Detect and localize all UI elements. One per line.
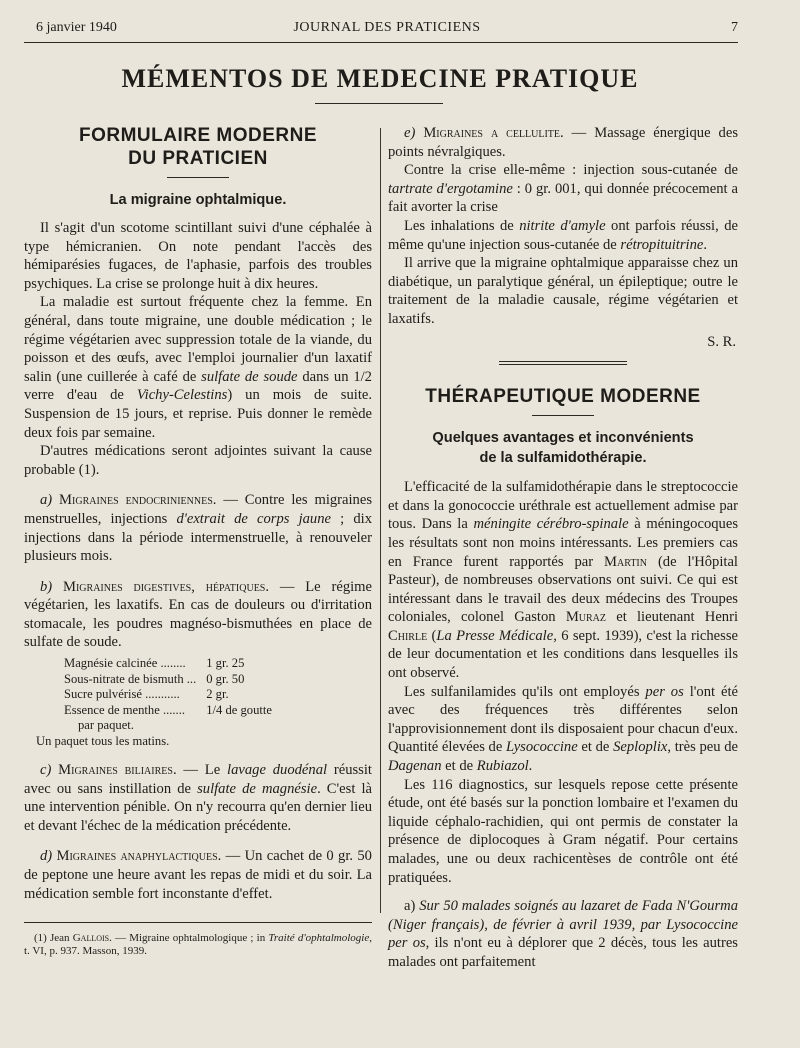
running-header	[36, 20, 738, 42]
section-rule	[532, 415, 594, 416]
recipe-usage: Un paquet tous les matins.	[36, 733, 170, 748]
paragraph: a) Sur 50 malades soignés au lazaret de Fada N'Gourma (Niger français), de février à avril 1939, par Lysococcine per os, ils n'ont eu à déplorer que 2 décès, tous les autres malades ont parfaitement	[388, 898, 738, 970]
footnote: (1) Jean Gallois. — Migraine ophtalmologique ; in Traité d'ophtalmologie, t. VI, p. 937. Masson, 1939.	[24, 932, 372, 957]
paragraph: Contre la crise elle-même : injection sous-cutanée de tartrate d'ergotamine : 0 gr. 001, qui donnée précocement a fait avorter la crise	[388, 162, 739, 216]
recipe-ingredient: Sous-nitrate de bismuth ...	[64, 671, 197, 686]
recipe-row	[64, 656, 272, 672]
page-title: MÉMENTOS DE MEDECINE PRATIQUE	[121, 64, 639, 93]
right-column	[388, 124, 738, 972]
header-rule	[24, 42, 738, 43]
left-column	[24, 124, 372, 903]
recipe-row	[64, 672, 272, 688]
paragraph: La maladie est surtout fréquente chez la femme. En général, dans toute migraine, une double médication ; le régime végétarien avec suppression totale de la viande, du poisson et des œufs, avec l'emploi journalier d'un laxatif salin (une cuillerée à café de sulfate de soude dans un 1/2 verre d'eau de Vichy-Celestins) un mois de suite. Suspension de 15 jours, et reprise. Puis donner le remède deux fois par semaine.	[24, 294, 372, 441]
recipe-ingredient: Magnésie calcinée ........	[64, 656, 186, 671]
paragraph: D'autres médications seront adjointes suivant la cause probable (1).	[24, 443, 372, 478]
section-rule	[167, 177, 229, 178]
item-c: c) Migraines biliaires. — Le lavage duodénal réussit avec ou sans instillation de sulfate de magnésie. C'est là une intervention pénible. On n'y recourra qu'en dernier lieu et devant l'échec de la médication précédente.	[24, 762, 373, 834]
section-double-rule	[499, 361, 627, 365]
recipe-table	[64, 656, 272, 718]
paragraph: Les sulfanilamides qu'ils ont employés per os l'ont été avec des fréquences très différentes selon l'approvisionnement dont ils disposaient pour chacun d'eux. Quantité élevées de Lysococcine et de Seploplix, très peu de Dagenan et de Rubiazol.	[388, 683, 738, 775]
section-title-line-1: FORMULAIRE MODERNE	[78, 125, 318, 146]
item-d: d) Migraines anaphylactiques. — Un cachet de 0 gr. 50 de peptone une heure avant les repas de midi et du soir. La médication semble fort inconstante d'effet.	[24, 848, 372, 902]
paragraph: Les inhalations de nitrite d'amyle ont parfois réussi, de même qu'une injection sous-cutanée de rétropituitrine.	[388, 217, 738, 253]
recipe-quantity: 2 gr.	[206, 687, 229, 702]
article-subtitle	[388, 428, 738, 468]
recipe-quantity: 1 gr. 25	[206, 656, 245, 671]
paragraph: Il s'agit d'un scotome scintillant suivi d'une céphalée à type hémicranien. On note pendant l'accès des hémiparésies fugaces, de l'aphasie, parfois des troubles psychiques. La crise se prolonge huit à dix heures.	[24, 220, 372, 292]
title-rule	[315, 103, 443, 104]
section-title-line-2: DU PRATICIEN	[128, 148, 268, 169]
header-date: 6 janvier 1940	[36, 20, 117, 35]
paragraph: Les 116 diagnostics, sur lesquels repose cette présente étude, ont été basés sur la ponction lombaire et l'examen du liquide céphalo-rachidien, qui ont permis de constater la présence de diplocoques à Gram négatif. Pour certains malades, une ou deux rachicentèses de contrôle ont été pratiquées.	[388, 776, 738, 886]
recipe-row	[64, 687, 272, 703]
section-title-therapeutique: THÉRAPEUTIQUE MODERNE	[425, 386, 701, 408]
item-b: b) Migraines digestives, hépatiques. — Le régime végétarien, les laxatifs. En cas de douleurs ou d'irritation stomacale, les poudres magnéso-bismuthées en place de sulfate de soude.	[24, 578, 373, 651]
recipe-quantity: 0 gr. 50	[206, 671, 245, 686]
paragraph: L'efficacité de la sulfamidothérapie dans le streptococcie et dans la gonococcie uréthrale est actuellement admise par tous. Dans la méningite cérébro-spinale à méningocoques les résultats sont non moins intéressants. Les premiers cas en France furent rapportés par Martin (de l'Hôpital Pasteur), de nombreuses observations ont suivi. Ce qui est intéressant dans le travail des deux médecins des Troupes coloniales, colonel Gaston Muraz et lieutenant Henri Chirle (La Presse Médicale, 6 sept. 1939), c'est la richesse de leur documentation et les conditions dans lesquelles ils ont observé.	[388, 479, 739, 682]
header-page-number: 7	[731, 20, 738, 35]
recipe-row	[64, 703, 272, 719]
recipe-quantity: 1/4 de goutte	[206, 702, 272, 717]
recipe-ingredient: Essence de menthe .......	[64, 702, 185, 717]
article-subtitle-line-2: de la sulfamidothérapie.	[479, 450, 647, 467]
item-a: a) Migraines endocriniennes. — Contre les migraines menstruelles, injections d'extrait de corps jaune ; dix injections dans la période intermenstruelle, à renouveler plusieurs mois.	[24, 492, 373, 565]
section-title-formulaire	[24, 124, 372, 170]
footnote-rule	[24, 922, 372, 923]
paragraph: Il arrive que la migraine ophtalmique apparaisse chez un diabétique, un paralytique général, un épileptique; outre le traitement de la maladie causale, régime végétarien et laxatifs.	[388, 255, 738, 327]
article-subtitle-line-1: Quelques avantages et inconvénients	[432, 430, 694, 447]
item-e: e) Migraines a cellulite. — Massage énergique des points névralgiques.	[388, 125, 738, 160]
header-journal-title: JOURNAL DES PRATICIENS	[293, 20, 481, 35]
recipe-ingredient: Sucre pulvérisé ...........	[64, 687, 180, 702]
article-subtitle: La migraine ophtalmique.	[109, 192, 287, 208]
author-initials: S. R.	[707, 333, 736, 350]
recipe-note: par paquet.	[78, 718, 134, 733]
column-divider	[380, 128, 381, 913]
